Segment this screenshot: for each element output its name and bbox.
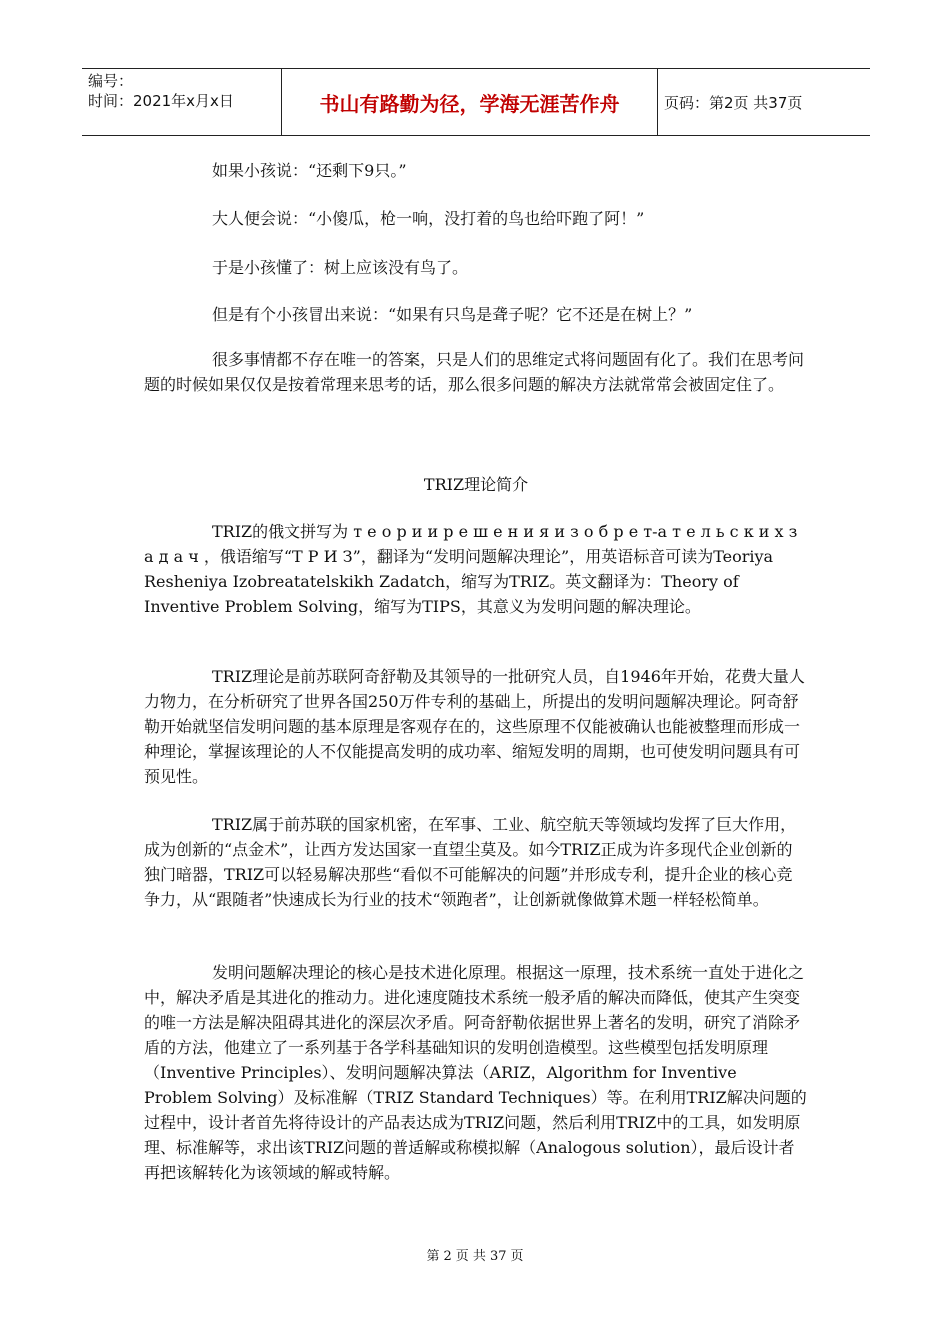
footer-suffix: 页 [510,1249,524,1264]
header-page-info: 页码：第2页 共37页 [664,93,803,112]
header-motto: 书山有路勤为径，学海无涯苦作舟 [282,69,658,135]
paragraph-9: 发明问题解决理论的核心是技术进化原理。根据这一原理，技术系统一直处于进化之中，解决矛盾是其进化的推动力。进化速度随技术系统一般矛盾的解决而降低，使其产生突变的唯一方法是解决阻碍其进化的深层次矛盾。阿奇舒勒依据世界上著名的发明，研究了消除矛盾的方法，他建立了一系列基于各学科基础知识的发明创造模型。这些模型包括发明原理（Inventive Principles）、发明问题解决算法（ARIZ，Algorithm for Inventive Problem Solving）及标准解（TRIZ Standard Techniques）等。在利用TRIZ解决问题的过程中，设计者首先将待设计的产品表达成为TRIZ问题，然后利用TRIZ中的工具，如发明原理、标准解等，求出该TRIZ问题的普适解或称模拟解（Analogous solution），最后设计者再把该解转化为该领域的解或特解。 [144,963,807,1182]
header-number-label: 编号： [88,72,134,90]
paragraph-8: TRIZ属于前苏联的国家机密，在军事、工业、航空航天等领域均发挥了巨大作用，成为创新的“点金术”，让西方发达国家一直望尘莫及。如今TRIZ正成为许多现代企业创新的独门暗器，TRIZ可以轻易解决那些“看似不可能解决的问题”并形成专利，提升企业的核心竞争力，从“跟随者”快速成长为行业的技术“领跑者”，让创新就像做算术题一样轻松简单。 [144,815,797,909]
section-title: TRIZ理论简介 [423,475,529,494]
paragraph-1: 如果小孩说：“还剩下9只。” [212,161,407,180]
header-left-cell [82,69,282,135]
page-footer [0,1245,950,1264]
paragraph-4: 但是有个小孩冒出来说：“如果有只鸟是聋子呢？它不还是在树上？” [212,305,693,324]
paragraph-5: 很多事情都不存在唯一的答案，只是人们的思维定式将问题固有化了。我们在思考问题的时候如果仅仅是按着常理来思考的话，那么很多问题的解决方法就常常会被固定住了。 [144,350,805,394]
paragraph-3: 于是小孩懂了：树上应该没有鸟了。 [212,258,469,277]
paragraph-6: TRIZ的俄文拼写为 т е о р и и р е ш е н и я и з о б р е т-а т е л ь с к и х з а д а ч ，俄语缩写“Т Р И З”，翻译为“发明问题解决理论”，用英语标音可读为Teoriya Resheniya Izobreatatelskikh Zadatch，缩写为TRIZ。英文翻译为：Theory of Inventive Problem Solving，缩写为TIPS，其意义为发明问题的解决理论。 [144,522,798,616]
footer-mid: 页 共 [455,1249,486,1264]
footer-prefix: 第 [426,1249,440,1264]
paragraph-2: 大人便会说：“小傻瓜，枪一响，没打着的鸟也给吓跑了阿！” [212,209,645,228]
header-date-label: 时间：2021年x月x日 [88,92,234,110]
footer-page-number: 2 [443,1249,452,1264]
footer-total-pages: 37 [489,1249,507,1264]
paragraph-7: TRIZ理论是前苏联阿奇舒勒及其领导的一批研究人员，自1946年开始，花费大量人力物力，在分析研究了世界各国250万件专利的基础上，所提出的发明问题解决理论。阿奇舒勒开始就坚信发明问题的基本原理是客观存在的，这些原理不仅能被确认也能被整理而形成一种理论，掌握该理论的人不仅能提高发明的成功率、缩短发明的周期，也可使发明问题具有可预见性。 [144,667,805,786]
page-header [82,68,870,136]
